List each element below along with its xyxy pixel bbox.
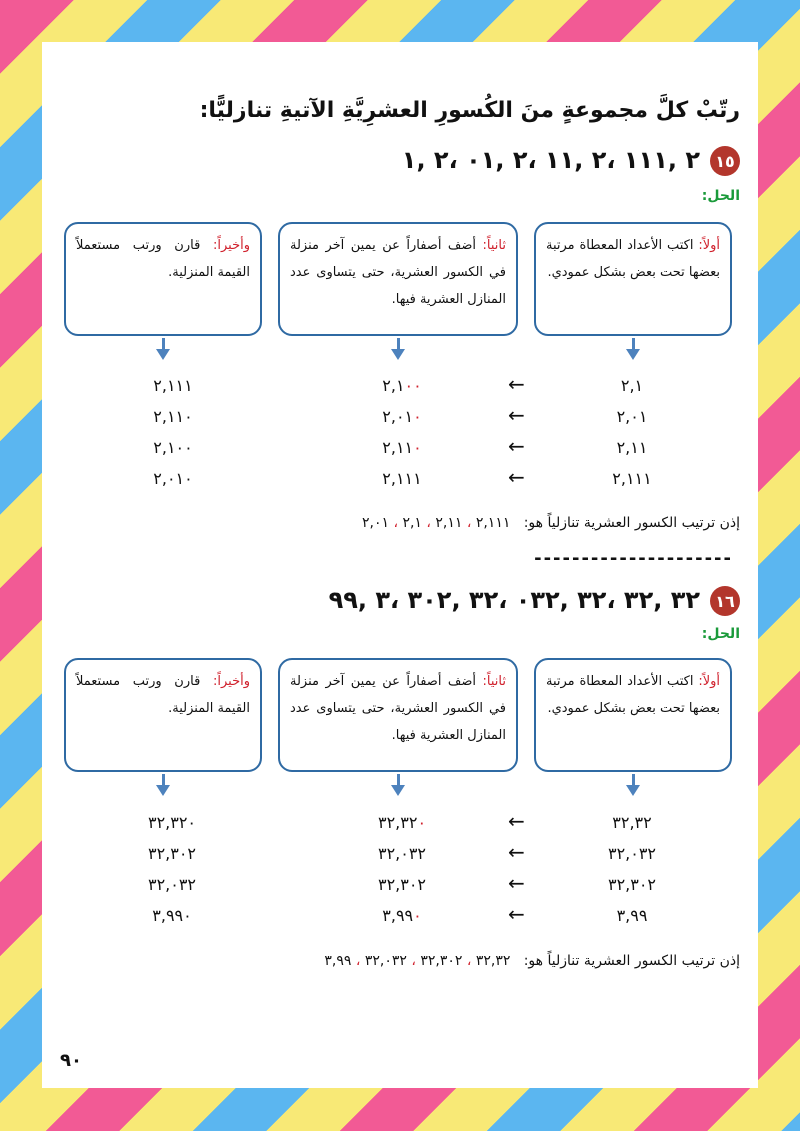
step-lead: وأخيراً: — [212, 238, 250, 253]
value: ٣٢,٣٠٢ — [377, 875, 427, 894]
problem-15-step-3-box — [64, 222, 262, 336]
problem-16-conclusion — [324, 953, 740, 969]
step-lead: ثانياً: — [482, 238, 506, 253]
down-arrow-icon — [626, 349, 640, 360]
p15-col2-row4 — [347, 469, 457, 488]
value: ٢,٠١ — [382, 407, 414, 426]
p15-col2-row3 — [347, 438, 457, 457]
order-item: ٢,١ — [402, 515, 422, 531]
section-divider: --------------------- — [534, 548, 733, 569]
down-arrow-icon — [391, 349, 405, 360]
worksheet-page — [42, 42, 758, 1088]
added-zeros: ٠ — [417, 813, 427, 832]
problem-16-step-1-box — [534, 658, 732, 772]
conclusion-text: إذن ترتيب الكسور العشرية تنازلياً هو: — [523, 953, 740, 969]
step-text: أضف أصفاراً عن يمين آخر منزلة في الكسور العشرية، حتى يتساوى عدد المنازل العشرية فيها. — [290, 238, 506, 307]
value: ٢,١١١ — [382, 469, 422, 488]
down-arrow-icon — [391, 785, 405, 796]
p15-col1-row4: ٢,١١١ — [612, 469, 652, 488]
p16-col1-row4: ٣,٩٩ — [616, 906, 648, 925]
problem-15-step-2-box — [278, 222, 518, 336]
p16-col3-row1: ٣٢,٣٢٠ — [147, 813, 197, 832]
down-arrow-icon — [156, 349, 170, 360]
value: ٢,١١ — [382, 438, 414, 457]
added-zeros: ٠ — [413, 407, 422, 426]
left-arrow-icon: ← — [508, 809, 525, 833]
page-title: رتّبْ كلَّ مجموعةٍ منَ الكُسورِ العشرِيَّةِ الآتيةِ تنازليًّا: — [199, 98, 740, 123]
p15-col3-row3: ٢,١٠٠ — [153, 438, 193, 457]
p16-col2-row3 — [342, 875, 462, 894]
left-arrow-icon: ← — [508, 403, 525, 427]
order-item: ٣٢,٠٣٢ — [364, 953, 407, 969]
value: ٣,٩٩ — [382, 906, 414, 925]
step-text: اكتب الأعداد المعطاة مرتبة بعضها تحت بعض بشكل عمودي. — [546, 674, 720, 716]
p15-col3-row2: ٢,١١٠ — [153, 407, 193, 426]
step-text: اكتب الأعداد المعطاة مرتبة بعضها تحت بعض بشكل عمودي. — [546, 238, 720, 280]
order-item: ٣٢,٣٢ — [475, 953, 511, 969]
p16-col2-row4 — [342, 906, 462, 925]
order-item: ٣٢,٣٠٢ — [420, 953, 463, 969]
left-arrow-icon: ← — [508, 434, 525, 458]
left-arrow-icon: ← — [508, 902, 525, 926]
added-zeros: ٠ — [413, 438, 422, 457]
p15-col2-row2 — [347, 407, 457, 426]
order-item: ٢,٠١ — [361, 515, 389, 531]
p16-col3-row4: ٣,٩٩٠ — [152, 906, 192, 925]
order-item: ٢,١١ — [435, 515, 463, 531]
left-arrow-icon: ← — [508, 372, 525, 396]
order-separator: ، — [466, 953, 472, 969]
problem-15-solution-label: الحل: — [701, 188, 740, 204]
step-lead: أولاً: — [698, 238, 720, 253]
order-item: ٢,١١١ — [475, 515, 511, 531]
order-item: ٣,٩٩ — [324, 953, 352, 969]
left-arrow-icon: ← — [508, 465, 525, 489]
p15-col3-row1: ٢,١١١ — [153, 376, 193, 395]
step-lead: ثانياً: — [482, 674, 506, 689]
p15-col1-row2: ٢,٠١ — [616, 407, 648, 426]
problem-16-step-3-box — [64, 658, 262, 772]
value: ٣٢,٠٣٢ — [377, 844, 427, 863]
problem-16-given: ٣٢ ,٣٢ ،٣٢ ,٠٣٢ ،٣٢ ,٣٠٢ ،٣ ,٩٩ — [328, 586, 700, 614]
step-lead: وأخيراً: — [212, 674, 250, 689]
p15-col1-row1: ٢,١ — [620, 376, 644, 395]
added-zeros: ٠ — [413, 906, 422, 925]
order-separator: ، — [355, 953, 361, 969]
step-text: قارن ورتب مستعملاً القيمة المنزلية. — [76, 238, 250, 280]
down-arrow-icon — [626, 785, 640, 796]
p16-col3-row2: ٣٢,٣٠٢ — [147, 844, 197, 863]
p16-col1-row2: ٣٢,٠٣٢ — [607, 844, 657, 863]
problem-16-step-2-box — [278, 658, 518, 772]
step-lead: أولاً: — [698, 674, 720, 689]
problem-16-badge: ١٦ — [710, 586, 740, 616]
problem-15-step-1-box — [534, 222, 732, 336]
problem-15-badge: ١٥ — [710, 146, 740, 176]
p16-col3-row3: ٣٢,٠٣٢ — [147, 875, 197, 894]
down-arrow-icon — [156, 785, 170, 796]
step-text: قارن ورتب مستعملاً القيمة المنزلية. — [76, 674, 250, 716]
p15-col3-row4: ٢,٠١٠ — [153, 469, 193, 488]
left-arrow-icon: ← — [508, 871, 525, 895]
order-separator: ، — [411, 953, 416, 969]
order-separator: ، — [426, 515, 431, 531]
p16-col1-row3: ٣٢,٣٠٢ — [607, 875, 657, 894]
order-separator: ، — [393, 515, 398, 531]
problem-15-conclusion — [362, 515, 740, 531]
p15-col1-row3: ٢,١١ — [616, 438, 648, 457]
p16-col1-row1: ٣٢,٣٢ — [612, 813, 652, 832]
step-text: أضف أصفاراً عن يمين آخر منزلة في الكسور العشرية، حتى يتساوى عدد المنازل العشرية فيها. — [290, 674, 506, 743]
value: ٣٢,٣٢ — [377, 813, 418, 832]
conclusion-text: إذن ترتيب الكسور العشرية تنازلياً هو: — [523, 515, 740, 531]
p16-col2-row1 — [342, 813, 462, 832]
p16-col2-row2 — [342, 844, 462, 863]
left-arrow-icon: ← — [508, 840, 525, 864]
order-separator: ، — [466, 515, 472, 531]
added-zeros: ٠٠ — [404, 376, 422, 395]
value: ٢,١ — [382, 376, 405, 395]
problem-16-solution-label: الحل: — [701, 626, 740, 642]
p15-col2-row1 — [347, 376, 457, 395]
problem-15-given: ٢ ,١١١ ،٢ ,١١ ،٢ ,٠١ ،٢ ,١ — [401, 146, 700, 174]
page-number: ٩٠ — [60, 1050, 82, 1071]
